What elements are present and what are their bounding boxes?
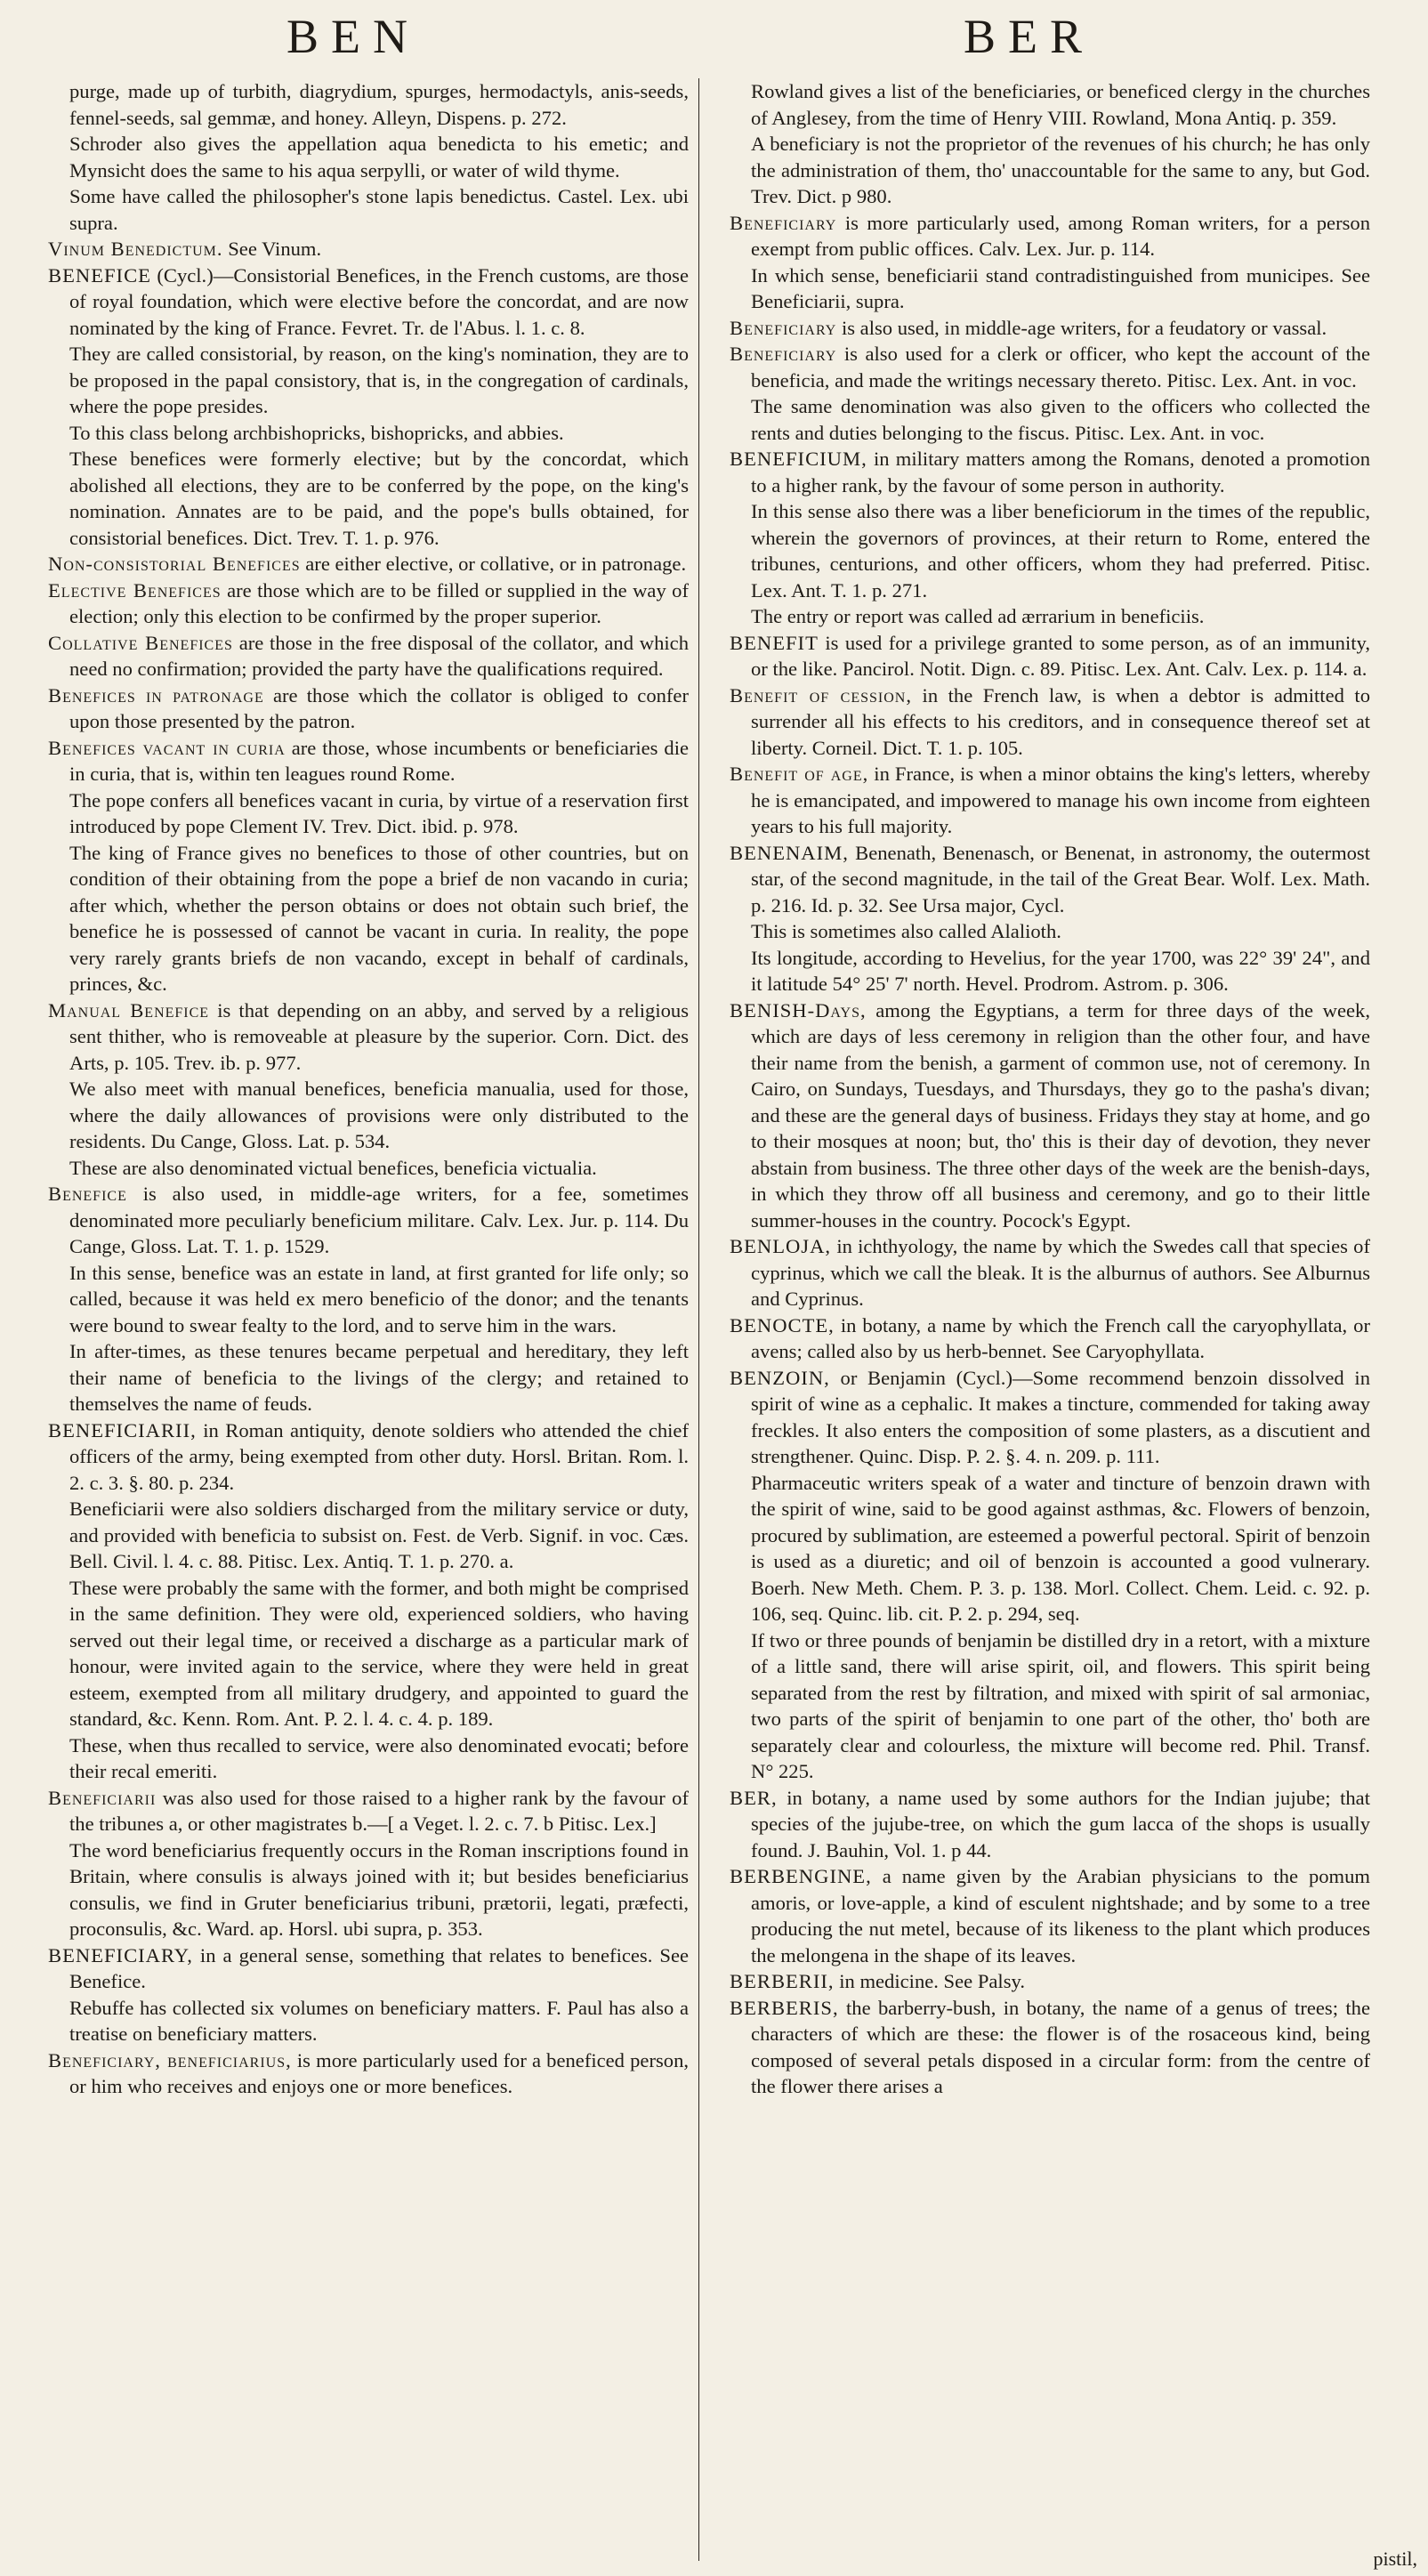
entry-headword: Benefices vacant in curia <box>48 736 286 759</box>
entry-text: in France, is when a minor obtains the king's letters, whereby he is emancipated, and impowered to manage his own income from eighteen years to his full majority. <box>751 763 1370 837</box>
entry-paragraph: In which sense, beneficiarii stand contradistinguished from municipes. See Beneficiarii, supra. <box>751 263 1370 312</box>
entry-text: is also used, in middle-age writers, for a feudatory or vassal. <box>841 316 1327 339</box>
dictionary-entry <box>48 997 689 1077</box>
dictionary-entry <box>730 210 1370 262</box>
dictionary-entry <box>730 1312 1370 1365</box>
dictionary-entry <box>48 1417 689 1497</box>
entry-paragraph: Its longitude, according to Hevelius, for the year 1700, was 22° 39' 24", and it latitude 54° 25' 7' north. Hevel. Prodrom. Astrom. p. 306. <box>751 946 1370 995</box>
entry-headword: Manual Benefice <box>48 998 210 1022</box>
dictionary-entry <box>48 630 689 682</box>
entry-paragraph: In this sense, benefice was an estate in land, at first granted for life only; so called, because it was held ex mero beneficio of the donor; and the tenants were bound to swear fealty to the lord, and to serve him in the wars. <box>69 1261 689 1336</box>
entry-headword: Beneficiarii <box>48 1786 157 1809</box>
entry-text: among the Egyptians, a term for three days of the week, which are days of less ceremony in religion than the other four, and have their name from the benish, a garment of common use, not of ceremony. In Cairo, on Sundays, Tuesdays, and Thursdays, they go to the pasha's divan; and these are the general days of business. Fridays they stay at home, and go to their mosques at noon; but, tho' this is their day of devotion, they never abstain from business. The three other days of the week are the benish-days, in which they throw off all business and ceremony, and go to their little summer-houses in the country. Pocock's Egypt. <box>751 998 1370 1231</box>
entry-headword: Benefice <box>48 1183 127 1205</box>
entry-headword: Collative Benefices <box>48 631 233 654</box>
entry-paragraph: The word beneficiarius frequently occurs in the Roman inscriptions found in Britain, where consulis is always joined with it; but besides beneficiarius consulis, we find in Gruter beneficiarius tribuni, prætorii, legati, præfecti, proconsulis, &c. Ward. ap. Horsl. ubi supra, p. 353. <box>69 1838 689 1940</box>
entry-text: Benenath, Benenasch, or Benenat, in astronomy, the outermost star, of the second magnitude, in the tail of the Great Bear. Wolf. Lex. Math. p. 216. Id. p. 32. See Ursa major, Cycl. <box>751 841 1371 917</box>
entry-headword: Elective Benefices <box>48 578 222 602</box>
continued-paragraph: purge, made up of turbith, diagrydium, spurges, hermodactyls, anis-seeds, fennel-seeds, sal gemmæ, and honey. Alleyn, Dispens. p. 272. <box>69 80 689 129</box>
dictionary-entry <box>730 446 1370 498</box>
entry-headword: Beneficiary <box>730 316 837 339</box>
entry-headword: BENLOJA, <box>730 1235 832 1257</box>
entry-headword: BENEFICE <box>48 263 151 287</box>
entry-paragraph: The pope confers all benefices vacant in curia, by virtue of a reservation first introduced by pope Clement IV. Trev. Dict. ibid. p. 978. <box>69 788 689 837</box>
entry-headword: BERBENGINE, <box>730 1865 872 1887</box>
entry-text: is more particularly used for a beneficed person, or him who receives and enjoys one or more benefices. <box>69 2048 690 2097</box>
entry-text: is more particularly used, among Roman writers, for a person exempt from public offices. Calv. Lex. Jur. p. 114. <box>751 211 1370 260</box>
entry-paragraph: These, when thus recalled to service, were also denominated evocati; before their recal emeriti. <box>69 1733 689 1782</box>
entry-headword: BENZOIN, <box>730 1366 830 1389</box>
entry-text: in ichthyology, the name by which the Swedes call that species of cyprinus, which we call the bleak. It is the alburnus of authors. See Alburnus and Cyprinus. <box>751 1235 1370 1310</box>
entry-headword: Benefit of cession, <box>730 683 913 707</box>
entry-text: was also used for those raised to a higher rank by the favour of the tribunes a, or other magistrates b.—[ a Veget. l. 2. c. 7. b Pitisc. Lex.] <box>69 1786 689 1835</box>
dictionary-entry <box>48 577 689 630</box>
entry-headword: BERBERIS, <box>730 1996 839 2019</box>
entry-text: or Benjamin (Cycl.)—Some recommend benzoin dissolved in spirit of wine as a cephalic. It makes a tincture, commended for taking away freckles. It also enters the composition of some plasters, as a discutient and strengthener. Quinc. Disp. P. 2. §. 4. n. 209. p. 111. <box>751 1366 1370 1467</box>
entry-headword: Beneficiary <box>730 343 837 365</box>
entry-headword: Benefit of age, <box>730 763 869 785</box>
entry-text: in medicine. See Palsy. <box>839 1970 1025 1992</box>
dictionary-entry <box>48 236 689 262</box>
entry-text: See Vinum. <box>228 238 322 260</box>
entry-paragraph: In this sense also there was a liber beneficiorum in the times of the republic, wherein the governors of provinces, at their return to Rome, entered the tribunes, centurions, and other officers, whom they had preferred. Pitisc. Lex. Ant. T. 1. p. 271. <box>751 500 1370 602</box>
entry-headword: Non-consistorial Benefices <box>48 553 301 575</box>
entry-text: (Cycl.)—Consistorial Benefices, in the French customs, are those of royal foundation, which were elective before the concordat, and are now nominated by the king of France. Fevret. Tr. de l'Abus. l. 1. c. 8. <box>69 263 689 339</box>
entry-text: are those which the collator is obliged to confer upon those presented by the patron. <box>69 683 689 732</box>
entry-headword: BENEFICIARII, <box>48 1418 197 1441</box>
entry-text: a name given by the Arabian physicians to the pomum amoris, or love-apple, a kind of esculent nightshade; and by some to a tree producing the nut metel, because of its likeness to the plant which produces the melongena in the shape of its leaves. <box>751 1865 1370 1966</box>
entry-text: are either elective, or collative, or in patronage. <box>305 553 687 575</box>
dictionary-entry <box>48 1181 689 1260</box>
right-column <box>730 78 1370 2100</box>
right-page-header: BER <box>964 10 1095 63</box>
entry-paragraph: They are called consistorial, by reason, on the king's nomination, they are to be proposed in the papal consistory, that is, in the congregation of cardinals, where the pope presides. <box>69 343 689 417</box>
entry-paragraph: In after-times, as these tenures became perpetual and hereditary, they left their name of beneficia to the livings of the clergy; and retained to themselves the name of feuds. <box>69 1340 689 1415</box>
entry-headword: Beneficiary, beneficiarius, <box>48 2048 292 2071</box>
entry-paragraph: The entry or report was called ad ærrarium in beneficiis. <box>751 605 1205 627</box>
entry-paragraph: These benefices were formerly elective; but by the concordat, which abolished all elections, they are to be conferred by the pope, on the king's nomination. Annates are to be paid, and the pope's bulls obtained, for consistorial benefices. Dict. Trev. T. 1. p. 976. <box>69 448 689 549</box>
dictionary-entry <box>48 2047 689 2100</box>
entry-headword: BER, <box>730 1786 778 1809</box>
entry-paragraph: This is sometimes also called Alalioth. <box>751 920 1061 942</box>
dictionary-entry <box>730 1233 1370 1312</box>
entry-text: the barberry-bush, in botany, the name of a genus of trees; the characters of which are these: the flower is of the rosaceous kind, being composed of several petals disposed in a circular form: from the centre of the flower there arises a <box>751 1996 1370 2097</box>
entry-headword: Benefices in patronage <box>48 683 264 707</box>
dictionary-entry <box>730 630 1370 682</box>
dictionary-entry <box>730 1365 1370 1470</box>
dictionary-entry <box>730 997 1370 1234</box>
entry-text: are those which are to be filled or supplied in the way of election; only this election to be confirmed by the proper superior. <box>69 578 689 627</box>
entry-text: is also used, in middle-age writers, for a fee, sometimes denominated more peculiarly beneficium militare. Calv. Lex. Jur. p. 114. Du Cange, Gloss. Lat. T. 1. p. 1529. <box>69 1183 689 1257</box>
entry-text: are those in the free disposal of the collator, and which need no confirmation; provided the party have the qualifications required. <box>69 631 690 680</box>
entry-headword: Beneficiary <box>730 211 837 234</box>
dictionary-entry <box>48 551 689 577</box>
catchword: pistil, <box>1373 2548 1417 2570</box>
entry-paragraph: These are also denominated victual benefices, beneficia victualia. <box>69 1156 597 1179</box>
dictionary-entry <box>730 315 1370 342</box>
entry-headword: BENENAIM, <box>730 841 849 864</box>
entry-paragraph: Rebuffe has collected six volumes on beneficiary matters. F. Paul has also a treatise on beneficiary matters. <box>69 1996 689 2045</box>
entry-paragraph: We also meet with manual benefices, beneficia manualia, used for those, where the daily allowances of provisions were only distributed to the residents. Du Cange, Gloss. Lat. p. 534. <box>69 1078 689 1152</box>
dictionary-entry <box>730 1863 1370 1968</box>
column-divider <box>698 78 699 2561</box>
entry-headword: Vinum Benedictum. <box>48 238 223 260</box>
dictionary-entry <box>730 341 1370 393</box>
entry-headword: BERBERII, <box>730 1970 835 1992</box>
continued-paragraph: Rowland gives a list of the beneficiaries, or beneficed clergy in the churches of Anglesey, from the time of Henry VIII. Rowland, Mona Antiq. p. 359. <box>751 80 1370 129</box>
dictionary-entry <box>730 682 1370 762</box>
left-column <box>48 78 689 2100</box>
dictionary-entry <box>730 840 1370 919</box>
entry-headword: BENEFICIARY, <box>48 1943 193 1966</box>
entry-paragraph: Pharmaceutic writers speak of a water and tincture of benzoin drawn with the spirit of wine, said to be good against asthmas, &c. Flowers of benzoin, procured by sublimation, are esteemed a powerful pectoral. Spirit of benzoin is used as a diuretic; and oil of benzoin is accounted a good vulnerary. Boerh. New Meth. Chem. P. 3. p. 138. Morl. Collect. Chem. Leid. c. 92. p. 106, seq. Quinc. lib. cit. P. 2. p. 294, seq. <box>751 1471 1370 1625</box>
dictionary-entry <box>48 1785 689 1837</box>
left-page-header: BEN <box>286 10 420 63</box>
entry-text: in a general sense, something that relates to benefices. See Benefice. <box>69 1943 690 1992</box>
entry-paragraph: Some have called the philosopher's stone lapis benedictus. Castel. Lex. ubi supra. <box>69 185 689 234</box>
entry-headword: BENEFICIUM, <box>730 448 867 470</box>
dictionary-entry <box>48 682 689 735</box>
dictionary-entry <box>730 761 1370 840</box>
entry-text: in botany, a name used by some authors for the Indian jujube; that species of the jujube-tree, on which the gum lacca of the shops is usually found. J. Bauhin, Vol. 1. p 44. <box>751 1786 1370 1861</box>
entry-paragraph: Schroder also gives the appellation aqua benedicta to his emetic; and Mynsicht does the same to his aqua serpylli, or water of wild thyme. <box>69 133 689 182</box>
entry-text: is used for a privilege granted to some person, as of an immunity, or the like. Pancirol. Notit. Dign. c. 89. Pitisc. Lex. Ant. Calv. Lex. p. 114. a. <box>751 631 1370 680</box>
entry-paragraph: A beneficiary is not the proprietor of the revenues of his church; he has only the administration of them, tho' unaccountable for the same to any, but God. Trev. Dict. p 980. <box>751 133 1370 207</box>
entry-paragraph: To this class belong archbishopricks, bishopricks, and abbies. <box>69 421 564 444</box>
entry-paragraph: Beneficiarii were also soldiers discharged from the military service or duty, and provided with beneficia to subsist on. Fest. de Verb. Signif. in voc. Cæs. Bell. Civil. l. 4. c. 88. Pitisc. Lex. Antiq. T. 1. p. 270. a. <box>69 1498 689 1572</box>
dictionary-entry <box>48 262 689 342</box>
entry-text: in Roman antiquity, denote soldiers who attended the chief officers of the army, being exempted from other duty. Horsl. Britan. Rom. l. 2. c. 3. §. 80. p. 234. <box>69 1418 689 1494</box>
entry-text: in the French law, is when a debtor is admitted to surrender all his effects to his creditors, and in consequence thereof set at liberty. Corneil. Dict. T. 1. p. 105. <box>751 683 1370 759</box>
entry-paragraph: The same denomination was also given to the officers who collected the rents and duties belonging to the fiscus. Pitisc. Lex. Ant. in voc. <box>751 395 1370 444</box>
entry-paragraph: The king of France gives no benefices to those of other countries, but on condition of their obtaining from the pope a brief de non vacando in curia; after which, whether the person obtains or does not obtain such brief, the benefice he is possessed of cannot be vacant in curia. In reality, the pope very rarely grants briefs de non vacando, except in behalf of cardinals, princes, &c. <box>69 841 689 995</box>
entry-text: are those, whose incumbents or beneficiaries die in curia, that is, within ten leagues round Rome. <box>69 736 689 785</box>
entry-text: is that depending on an abby, and served by a religious sent thither, who is removeable at pleasure by the superior. Corn. Dict. des Arts, p. 105. Trev. ib. p. 977. <box>69 998 689 1074</box>
entry-headword: BENISH-Days, <box>730 998 867 1022</box>
entry-headword: BENOCTE, <box>730 1313 835 1336</box>
entry-text: in military matters among the Romans, denoted a promotion to a higher rank, by the favour of some person in authority. <box>751 448 1370 497</box>
entry-paragraph: These were probably the same with the former, and both might be comprised in the same definition. They were old, experienced soldiers, who having served out their legal time, or received a discharge as a particular mark of honour, were invited again to the service, where they were held in great esteem, exempted from all military drudgery, and appointed to guard the standard, &c. Kenn. Rom. Ant. P. 2. l. 4. c. 4. p. 189. <box>69 1576 689 1730</box>
entry-paragraph: If two or three pounds of benjamin be distilled dry in a retort, with a mixture of a little sand, there will arise spirit, oil, and flowers. This spirit being separated from the rest by filtration, and mixed with spirit of sal armoniac, two parts of the spirit of benjamin to one part of the other, tho' both are separately clear and colourless, the mixture will become red. Phil. Transf. N° 225. <box>751 1628 1370 1782</box>
entry-text: in botany, a name by which the French call the caryophyllata, or avens; called also by us herb-bennet. See Caryophyllata. <box>751 1313 1370 1362</box>
dictionary-entry <box>730 1968 1370 1995</box>
dictionary-entry <box>730 1785 1370 1864</box>
dictionary-entry <box>730 1995 1370 2100</box>
dictionary-entry <box>48 1942 689 1995</box>
dictionary-entry <box>48 735 689 787</box>
entry-text: is also used for a clerk or officer, who kept the account of the beneficia, and made the writings necessary thereto. Pitisc. Lex. Ant. in voc. <box>751 343 1370 392</box>
entry-headword: BENEFIT <box>730 631 819 654</box>
